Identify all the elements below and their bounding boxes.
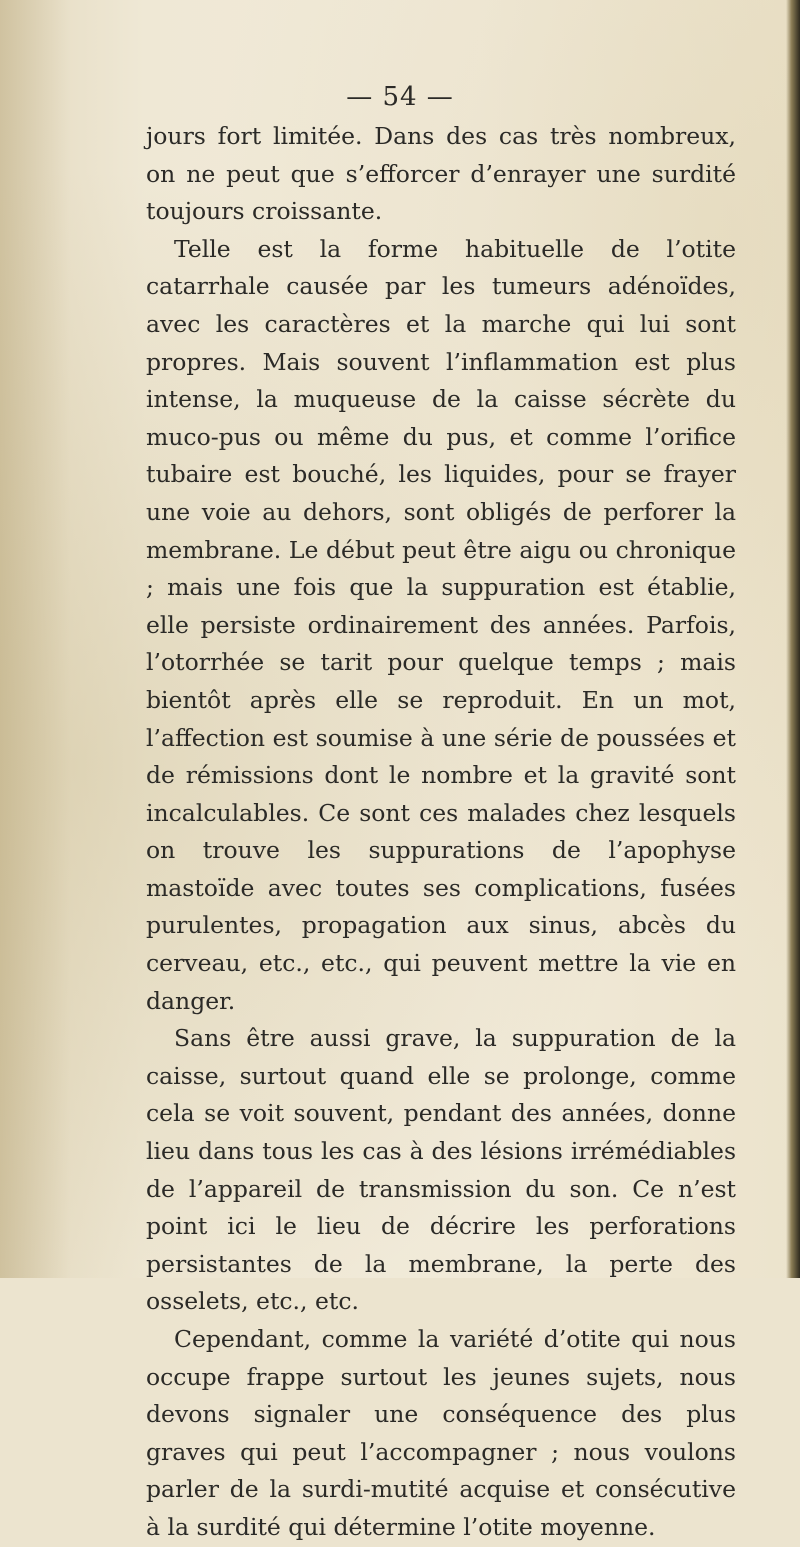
page-left-shadow (0, 0, 70, 1278)
page-number: — 54 — (346, 82, 454, 112)
paragraph-4: Cependant, comme la variété d’otite qui nous occupe frappe surtout les jeunes sujets, nous devons signaler une conséquence des plus graves qui peut l’accompagner ; nous voulons parler de la surdi-mutité acquise et consécutive à la surdité qui détermine l’otite moyenne. (146, 1325, 736, 1541)
paragraph-3: Sans être aussi grave, la suppuration de la caisse, surtout quand elle se prolonge, comme cela se voit souvent, pendant des années, donne lieu dans tous les cas à des lésions irrémédiables de l’appareil de transmission du son. Ce n’est point ici le lieu de décrire les perforations persistantes de la membrane, la perte des osselets, etc., etc. (146, 1024, 736, 1316)
paragraph-1: jours fort limitée. Dans des cas très nombreux, on ne peut que s’efforcer d’enrayer une surdité toujours croissante. (146, 122, 736, 226)
body-text (146, 118, 736, 1547)
page-right-edge (786, 0, 800, 1278)
paragraph-2: Telle est la forme habituelle de l’otite catarrhale causée par les tumeurs adénoïdes, avec les caractères et la marche qui lui sont propres. Mais souvent l’inflammation est plus intense, la muqueuse de la caisse sécrète du muco-pus ou même du pus, et comme l’orifice tubaire est bouché, les liquides, pour se frayer une voie au dehors, sont obligés de perforer la membrane. Le début peut être aigu ou chronique ; mais une fois que la suppuration est établie, elle persiste ordinairement des années. Parfois, l’otorrhée se tarit pour quelque temps ; mais bientôt après elle se reproduit. En un mot, l’affection est soumise à une série de poussées et de rémissions dont le nombre et la gravité sont incalculables. Ce sont ces malades chez lesquels on trouve les suppurations de l’apophyse mastoïde avec toutes ses complications, fusées purulentes, propagation aux sinus, abcès du cerveau, etc., etc., qui peuvent mettre la vie en danger. (146, 234, 736, 1015)
